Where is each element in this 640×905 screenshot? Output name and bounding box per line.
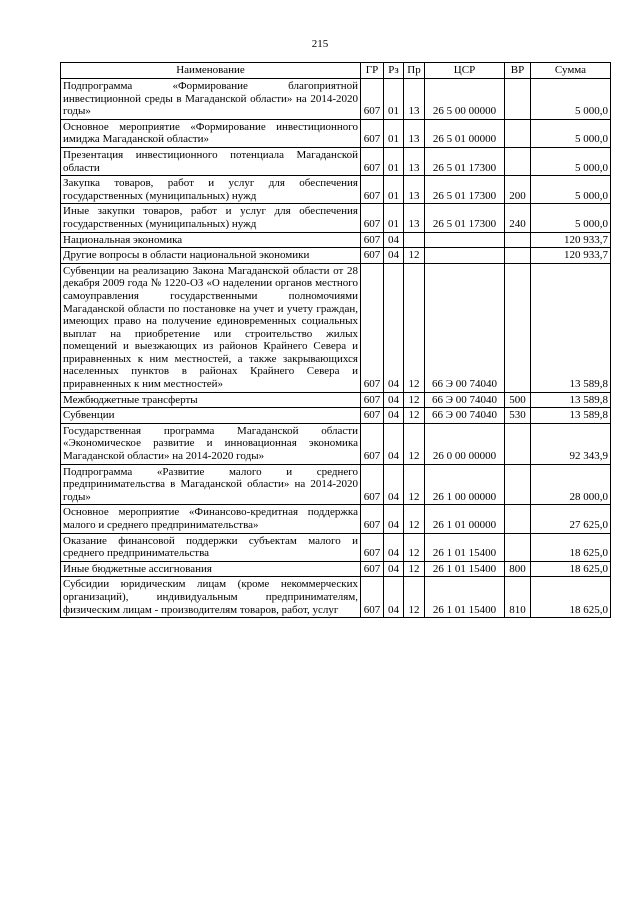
cell-rz: 04: [384, 408, 404, 424]
cell-rz: 01: [384, 204, 404, 232]
cell-gr: 607: [361, 533, 384, 561]
cell-name: Иные бюджетные ассигнования: [61, 561, 361, 577]
cell-csr: 26 1 01 15400: [425, 533, 505, 561]
cell-pr: [404, 232, 425, 248]
cell-vr: 500: [505, 392, 531, 408]
table-row: [61, 505, 611, 533]
cell-rz: 04: [384, 248, 404, 264]
cell-csr: 26 5 01 17300: [425, 204, 505, 232]
cell-rz: 04: [384, 505, 404, 533]
table-row: [61, 533, 611, 561]
table-row: [61, 79, 611, 120]
cell-gr: 607: [361, 423, 384, 464]
cell-pr: 13: [404, 204, 425, 232]
cell-name: Межбюджетные трансферты: [61, 392, 361, 408]
table-header-row: [61, 63, 611, 79]
header-gr: ГР: [361, 63, 384, 79]
cell-rz: 01: [384, 176, 404, 204]
cell-pr: 12: [404, 392, 425, 408]
cell-name: Субвенции на реализацию Закона Магаданской области от 28 декабря 2009 года № 1220-ОЗ «О наделении органов местного самоуправления государственными полномочиями Магаданской области по постановке на учет и учету граждан, имеющих право на получение единовременных социальных выплат на приобретение или строительство жилых помещений и выезжающих из районов Крайнего Севера и приравненных к ним местностей, а также закрывающихся населенных пунктов в районах Крайнего Севера и приравненных к ним местностей»: [61, 263, 361, 392]
cell-csr: 26 5 01 17300: [425, 147, 505, 175]
cell-name: Презентация инвестиционного потенциала Магаданской области: [61, 147, 361, 175]
cell-name: Оказание финансовой поддержки субъектам малого и среднего предпринимательства: [61, 533, 361, 561]
cell-gr: 607: [361, 263, 384, 392]
cell-sum: 92 343,9: [531, 423, 611, 464]
cell-sum: 13 589,8: [531, 408, 611, 424]
cell-sum: 13 589,8: [531, 263, 611, 392]
cell-pr: 12: [404, 561, 425, 577]
cell-pr: 12: [404, 408, 425, 424]
cell-csr: 26 1 00 00000: [425, 464, 505, 505]
cell-rz: 01: [384, 147, 404, 175]
cell-sum: 27 625,0: [531, 505, 611, 533]
cell-sum: 5 000,0: [531, 176, 611, 204]
cell-rz: 04: [384, 392, 404, 408]
cell-rz: 01: [384, 119, 404, 147]
table-row: [61, 464, 611, 505]
cell-csr: 66 Э 00 74040: [425, 392, 505, 408]
cell-csr: 26 5 00 00000: [425, 79, 505, 120]
cell-gr: 607: [361, 464, 384, 505]
cell-pr: 13: [404, 176, 425, 204]
cell-name: Подпрограмма «Развитие малого и среднего предпринимательства в Магаданской области» на 2014-2020 годы»: [61, 464, 361, 505]
cell-gr: 607: [361, 232, 384, 248]
table-row: [61, 232, 611, 248]
cell-gr: 607: [361, 561, 384, 577]
cell-csr: [425, 248, 505, 264]
cell-rz: 04: [384, 577, 404, 618]
cell-pr: 12: [404, 263, 425, 392]
cell-vr: [505, 79, 531, 120]
cell-vr: [505, 263, 531, 392]
cell-gr: 607: [361, 147, 384, 175]
cell-gr: 607: [361, 119, 384, 147]
table-row: [61, 392, 611, 408]
cell-vr: [505, 248, 531, 264]
header-rz: Рз: [384, 63, 404, 79]
cell-csr: 66 Э 00 74040: [425, 408, 505, 424]
cell-vr: 200: [505, 176, 531, 204]
header-sum: Сумма: [531, 63, 611, 79]
cell-gr: 607: [361, 204, 384, 232]
cell-csr: 66 Э 00 74040: [425, 263, 505, 392]
cell-name: Субвенции: [61, 408, 361, 424]
cell-sum: 5 000,0: [531, 147, 611, 175]
cell-sum: 120 933,7: [531, 232, 611, 248]
cell-vr: [505, 232, 531, 248]
cell-csr: 26 5 01 17300: [425, 176, 505, 204]
cell-vr: [505, 119, 531, 147]
cell-vr: 810: [505, 577, 531, 618]
cell-vr: [505, 505, 531, 533]
cell-csr: 26 5 01 00000: [425, 119, 505, 147]
table-row: [61, 263, 611, 392]
cell-gr: 607: [361, 577, 384, 618]
cell-sum: 120 933,7: [531, 248, 611, 264]
cell-sum: 18 625,0: [531, 577, 611, 618]
header-name: Наименование: [61, 63, 361, 79]
cell-rz: 04: [384, 533, 404, 561]
cell-pr: 12: [404, 423, 425, 464]
page-number: 215: [311, 38, 329, 50]
cell-vr: [505, 423, 531, 464]
cell-gr: 607: [361, 505, 384, 533]
header-vr: ВР: [505, 63, 531, 79]
header-pr: Пр: [404, 63, 425, 79]
cell-csr: 26 1 01 15400: [425, 577, 505, 618]
table-row: [61, 423, 611, 464]
cell-csr: 26 0 00 00000: [425, 423, 505, 464]
cell-name: Основное мероприятие «Финансово-кредитная поддержка малого и среднего предпринимательства»: [61, 505, 361, 533]
cell-name: Закупка товаров, работ и услуг для обеспечения государственных (муниципальных) нужд: [61, 176, 361, 204]
table-row: [61, 408, 611, 424]
table-row: [61, 561, 611, 577]
cell-rz: 04: [384, 263, 404, 392]
table-row: [61, 147, 611, 175]
cell-gr: 607: [361, 392, 384, 408]
cell-name: Другие вопросы в области национальной экономики: [61, 248, 361, 264]
cell-pr: 12: [404, 533, 425, 561]
cell-csr: 26 1 01 15400: [425, 561, 505, 577]
cell-sum: 18 625,0: [531, 533, 611, 561]
cell-rz: 01: [384, 79, 404, 120]
header-csr: ЦСР: [425, 63, 505, 79]
cell-rz: 04: [384, 464, 404, 505]
cell-vr: [505, 533, 531, 561]
cell-csr: [425, 232, 505, 248]
cell-pr: 13: [404, 119, 425, 147]
cell-name: Национальная экономика: [61, 232, 361, 248]
cell-sum: 5 000,0: [531, 79, 611, 120]
cell-pr: 12: [404, 577, 425, 618]
cell-rz: 04: [384, 423, 404, 464]
cell-name: Государственная программа Магаданской области «Экономическое развитие и инновационная экономика Магаданской области» на 2014-2020 годы»: [61, 423, 361, 464]
cell-vr: 240: [505, 204, 531, 232]
cell-rz: 04: [384, 232, 404, 248]
cell-gr: 607: [361, 176, 384, 204]
cell-pr: 12: [404, 464, 425, 505]
cell-sum: 5 000,0: [531, 119, 611, 147]
cell-pr: 13: [404, 79, 425, 120]
cell-sum: 18 625,0: [531, 561, 611, 577]
cell-vr: [505, 147, 531, 175]
table-row: [61, 119, 611, 147]
table-row: [61, 176, 611, 204]
cell-sum: 5 000,0: [531, 204, 611, 232]
cell-name: Основное мероприятие «Формирование инвестиционного имиджа Магаданской области»: [61, 119, 361, 147]
budget-table: [60, 62, 611, 618]
cell-name: Иные закупки товаров, работ и услуг для обеспечения государственных (муниципальных) нужд: [61, 204, 361, 232]
table-row: [61, 248, 611, 264]
cell-sum: 28 000,0: [531, 464, 611, 505]
cell-gr: 607: [361, 79, 384, 120]
cell-pr: 12: [404, 505, 425, 533]
cell-pr: 12: [404, 248, 425, 264]
cell-gr: 607: [361, 408, 384, 424]
cell-rz: 04: [384, 561, 404, 577]
table-row: [61, 204, 611, 232]
cell-sum: 13 589,8: [531, 392, 611, 408]
cell-name: Подпрограмма «Формирование благоприятной инвестиционной среды в Магаданской области» на 2014-2020 годы»: [61, 79, 361, 120]
cell-name: Субсидии юридическим лицам (кроме некоммерческих организаций), индивидуальным предпринимателям, физическим лицам - производителям товаров, работ, услуг: [61, 577, 361, 618]
cell-vr: 530: [505, 408, 531, 424]
table-row: [61, 577, 611, 618]
cell-vr: [505, 464, 531, 505]
cell-gr: 607: [361, 248, 384, 264]
cell-vr: 800: [505, 561, 531, 577]
cell-csr: 26 1 01 00000: [425, 505, 505, 533]
cell-pr: 13: [404, 147, 425, 175]
